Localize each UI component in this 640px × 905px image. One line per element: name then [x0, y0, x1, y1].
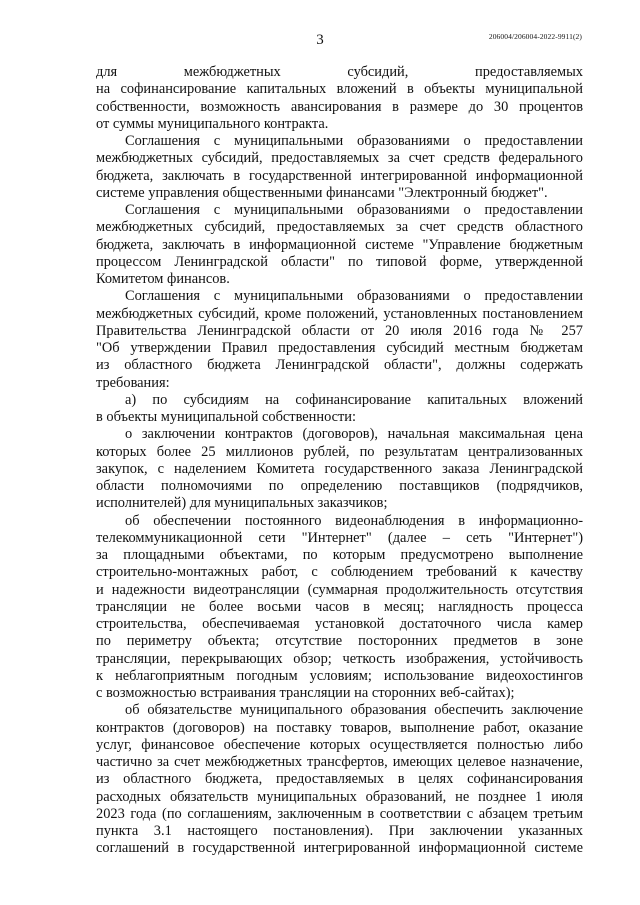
text-line: и надежности видеотрансляции (суммарная продолжительность отсутствия: [96, 581, 583, 598]
text-line: из областного бюджета Ленинградской области", должны содержать: [96, 357, 583, 374]
text-line: системе управления общественными финансами "Электронный бюджет".: [96, 184, 548, 201]
text-line: на софинансирование капитальных вложений в объекты муниципальной: [96, 81, 583, 98]
text-line: к неблагоприятным погодным условиям; использование видеохостингов: [96, 667, 583, 684]
text-line: расходных обязательств муниципальных образований, не позднее 1 июля: [96, 788, 583, 805]
text-line: об обязательстве муниципального образования обеспечить заключение: [125, 702, 583, 719]
text-line: бюджета, заключать в информационной системе "Управление бюджетным: [96, 236, 583, 253]
text-line: Комитетом финансов.: [96, 271, 230, 287]
text-line: по периметру объекта; отсутствие посторонних предметов в зоне: [96, 633, 583, 650]
page-number: 3: [316, 32, 324, 48]
text-line: 2023 года (по соглашениям, заключенным в соответствии с абзацем третьим: [96, 805, 583, 822]
text-line: телекоммуникационной сети "Интернет" (далее – сеть "Интернет"): [96, 529, 583, 546]
text-line: от суммы муниципального контракта.: [96, 115, 329, 132]
text-line: в объекты муниципальной собственности:: [96, 409, 357, 425]
text-line: исполнителей) для муниципальных заказчиков;: [96, 495, 388, 512]
text-line: процессом Ленинградской области" по типовой форме, утвержденной: [96, 253, 583, 270]
text-line: области полномочиями по определению поставщиков (подрядчиков,: [96, 478, 583, 494]
text-line: услуг, финансовое обеспечение которых осуществляется полностью либо: [96, 736, 583, 753]
text-line: межбюджетных субсидий, кроме положений, установленных постановлением: [96, 305, 583, 322]
text-line: соглашений в государственной интегрированной информационной системе: [96, 840, 583, 857]
text-line: а) по субсидиям на софинансирование капитальных вложений: [125, 391, 583, 408]
text-line: о заключении контрактов (договоров), начальная максимальная цена: [125, 426, 583, 443]
text-line: пункта 3.1 настоящего постановления). При заключении указанных: [96, 823, 583, 839]
text-line: трансляции не более восьми часов в месяц; наглядность процесса: [96, 598, 583, 615]
text-line: об обеспечении постоянного видеонаблюдения в информационно-: [125, 512, 583, 529]
text-line: "Об утверждении Правил предоставления субсидий местным бюджетам: [96, 340, 583, 356]
text-line: за площадными объектами, по которым предусмотрено выполнение: [96, 547, 583, 563]
text-line: межбюджетных субсидий, предоставляемых за счет средств федерального: [96, 150, 583, 167]
text-line: которых более 25 миллионов рублей, по результатам централизованных: [96, 443, 583, 460]
text-line: собственности, возможность авансирования в размере до 30 процентов: [96, 98, 583, 115]
text-line: Соглашения с муниципальными образованиями о предоставлении: [125, 288, 583, 305]
text-line: для межбюджетных субсидий, предоставляемых: [96, 64, 583, 80]
text-line: контрактов (договоров) на поставку товаров, выполнение работ, оказание: [96, 719, 583, 736]
text-line: с возможностью встраивания трансляции на сторонних веб-сайтах);: [96, 685, 515, 701]
text-line: трансляции, перекрывающих обзор; четкость изображения, устойчивость: [96, 650, 583, 667]
text-line: требования:: [96, 374, 170, 391]
text-line: Правительства Ленинградской области от 20 июля 2016 года № 257: [96, 322, 583, 339]
document-code: 206004/206004-2022-9911(2): [488, 32, 582, 41]
text-line: межбюджетных субсидий, предоставляемых за счет средств областного: [96, 219, 583, 236]
text-line: Соглашения с муниципальными образованиями о предоставлении: [125, 133, 583, 149]
text-line: частично за счет межбюджетных трансфертов, имеющих целевое назначение,: [96, 754, 583, 770]
text-line: закупок, с наделением Комитета государственного заказа Ленинградской: [96, 460, 583, 477]
text-line: из областного бюджета, предоставляемых в целях софинансирования: [96, 771, 583, 788]
document-body: [96, 64, 583, 858]
text-line: бюджета, заключать в государственной интегрированной информационной: [96, 167, 583, 184]
text-line: строительства, обеспечиваемая установкой достаточного числа камер: [96, 616, 583, 632]
text-line: Соглашения с муниципальными образованиями о предоставлении: [125, 202, 583, 218]
text-line: строительно-монтажных работ, с соблюдением требований к качеству: [96, 564, 583, 581]
